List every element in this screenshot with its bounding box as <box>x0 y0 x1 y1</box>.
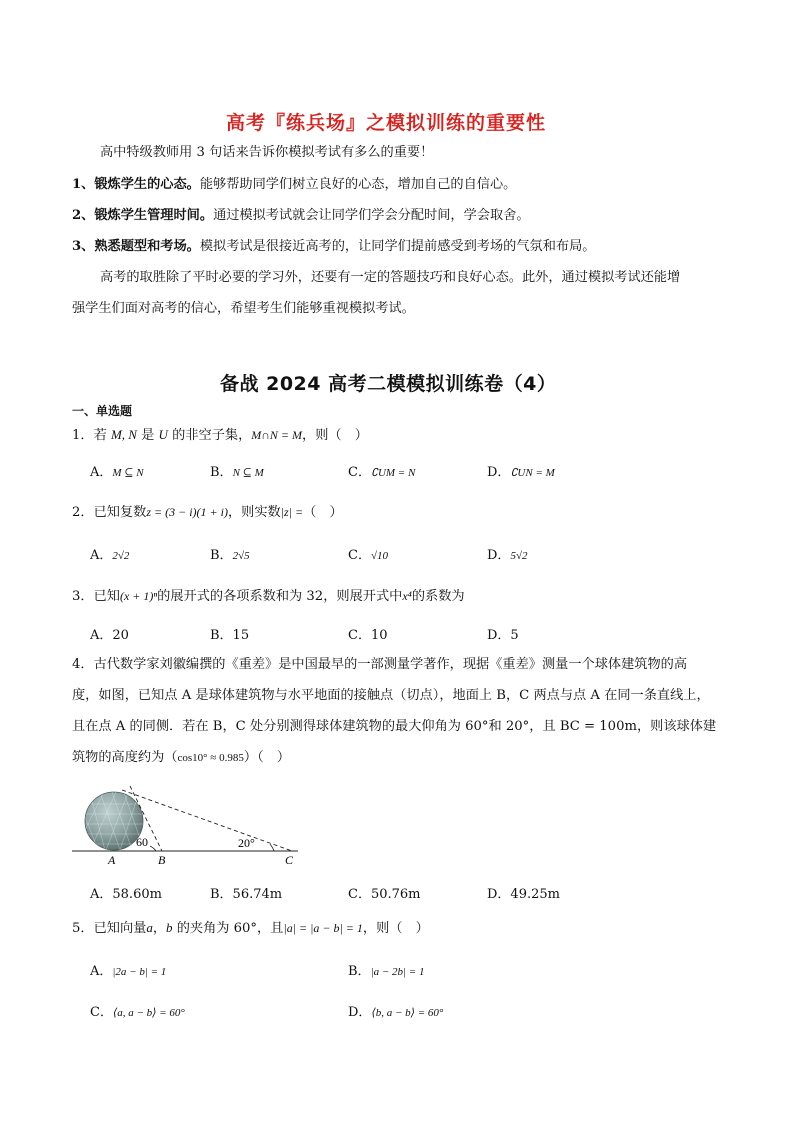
q4-option-a: A．58.60m <box>90 887 162 902</box>
q1-text: 是 <box>136 428 159 443</box>
q1-option-a: A．M ⊆ N <box>90 465 144 480</box>
q1-text: 的非空子集， <box>167 428 252 443</box>
question-4-line-1: 4．古代数学家刘徽编撰的《重差》是中国最早的一部测量学著作，现据《重差》测量一个球体建筑物的高 <box>72 657 688 672</box>
q1-vars: M, N <box>110 427 137 442</box>
point-b-label: B <box>158 853 166 867</box>
question-4-line-2: 度，如图，已知点 A 是球体建筑物与水平地面的接触点（切点），地面上 B，C 两点与点 A 在同一条直线上， <box>72 688 710 703</box>
angle-b-label: 60 <box>136 835 148 849</box>
q1-text: ，则（ ） <box>302 428 368 443</box>
question-4-line-4: 筑物的高度约为（cos10° ≈ 0.985）（ ） <box>72 750 291 765</box>
q1-u: U <box>158 427 168 442</box>
q3-option-c: C．10 <box>348 628 388 643</box>
intro-point-2 <box>72 206 530 226</box>
q2-abs: |z| = <box>280 505 304 519</box>
intro-title: 高考『练兵场』之模拟训练的重要性 <box>226 112 547 134</box>
angle-c-label: 20° <box>238 836 255 850</box>
q5-option-b: B．|a − 2b| = 1 <box>348 964 425 979</box>
intro-lead: 高中特级教师用 3 句话来告诉你模拟考试有多么的重要！ <box>100 145 434 160</box>
q3-text: 3．已知 <box>72 589 120 604</box>
sphere <box>85 792 143 850</box>
q3-option-b: B．15 <box>210 628 250 643</box>
q1-option-d: D．∁UN = M <box>487 465 555 480</box>
q2-option-c: C．√10 <box>348 548 388 563</box>
q2-text: 2．已知复数 <box>72 505 147 520</box>
sphere-diagram <box>70 784 305 868</box>
point-text: 能够帮助同学们树立良好的心态，增加自己的自信心。 <box>199 177 517 192</box>
intro-point-3 <box>72 237 596 257</box>
point-number: 1、 <box>72 177 95 192</box>
question-1-stem <box>72 425 368 446</box>
angle-arc-c <box>270 844 274 851</box>
point-c-label: C <box>285 853 294 867</box>
q4-option-c: C．50.76m <box>348 887 421 902</box>
question-3-stem <box>72 586 465 607</box>
point-text: 通过模拟考试就会让同学们学会分配时间，学会取舍。 <box>213 208 530 223</box>
q1-option-b: B．N ⊆ M <box>210 465 264 480</box>
q3-text: 的展开式的各项系数和为 32，则展开式中 <box>157 589 403 604</box>
angle-arc-b <box>150 846 156 851</box>
q5-option-d: D．⟨b, a − b⟩ = 60° <box>348 1005 444 1020</box>
q5-option-c: C．⟨a, a − b⟩ = 60° <box>90 1005 185 1020</box>
q2-equation: z = (3 − i)(1 + i) <box>146 505 228 519</box>
intro-closing-line-2: 强学生们面对高考的信心，希望考生们能够重视模拟考试。 <box>72 301 415 316</box>
q2-option-a: A．2√2 <box>90 548 130 563</box>
q2-option-b: B．2√5 <box>210 548 250 563</box>
point-number: 2、 <box>72 208 95 223</box>
q4-option-d: D．49.25m <box>487 887 560 902</box>
q2-text: ，则实数 <box>227 505 281 520</box>
q4-option-b: B．56.74m <box>210 887 283 902</box>
point-heading: 熟悉题型和考场。 <box>94 239 200 254</box>
q1-option-c: C．∁UM = N <box>348 465 416 480</box>
q1-text: 1．若 <box>72 428 111 443</box>
point-a-label: A <box>108 853 116 867</box>
question-5-stem: 5．已知向量a，b 的夹角为 60°，且|a| = |a − b| = 1，则（ ） <box>72 920 429 936</box>
q3-option-a: A．20 <box>90 628 129 643</box>
q3-text: 的系数为 <box>411 589 465 604</box>
point-text: 模拟考试是很接近高考的，让同学们提前感受到考场的气氛和布局。 <box>199 239 596 254</box>
section-heading: 一、单选题 <box>72 404 133 418</box>
question-2-stem <box>72 502 343 523</box>
point-number: 3、 <box>72 239 95 254</box>
point-heading: 锻炼学生的心态。 <box>94 177 200 192</box>
q3-option-d: D．5 <box>487 628 519 643</box>
q3-equation: (x + 1)ⁿ <box>119 589 158 603</box>
q2-text: （ ） <box>303 505 343 520</box>
question-4-line-3: 且在点 A 的同侧．若在 B，C 处分别测得球体建筑物的最大仰角为 60°和 20°，且 BC = 100m，则该球体建 <box>72 719 717 734</box>
q5-option-a: A．|2a − b| = 1 <box>90 964 167 979</box>
q1-equation: M∩N = M <box>251 428 303 442</box>
q3-term: x⁴ <box>402 589 412 603</box>
exam-title: 备战 2024 高考二模模拟训练卷（4） <box>220 373 557 395</box>
point-heading: 锻炼学生管理时间。 <box>94 208 214 223</box>
q2-option-d: D．5√2 <box>487 548 528 563</box>
intro-point-1 <box>72 175 516 195</box>
intro-closing-line-1: 高考的取胜除了平时必要的学习外，还要有一定的答题技巧和良好心态。此外，通过模拟考试还能增 <box>100 270 681 285</box>
